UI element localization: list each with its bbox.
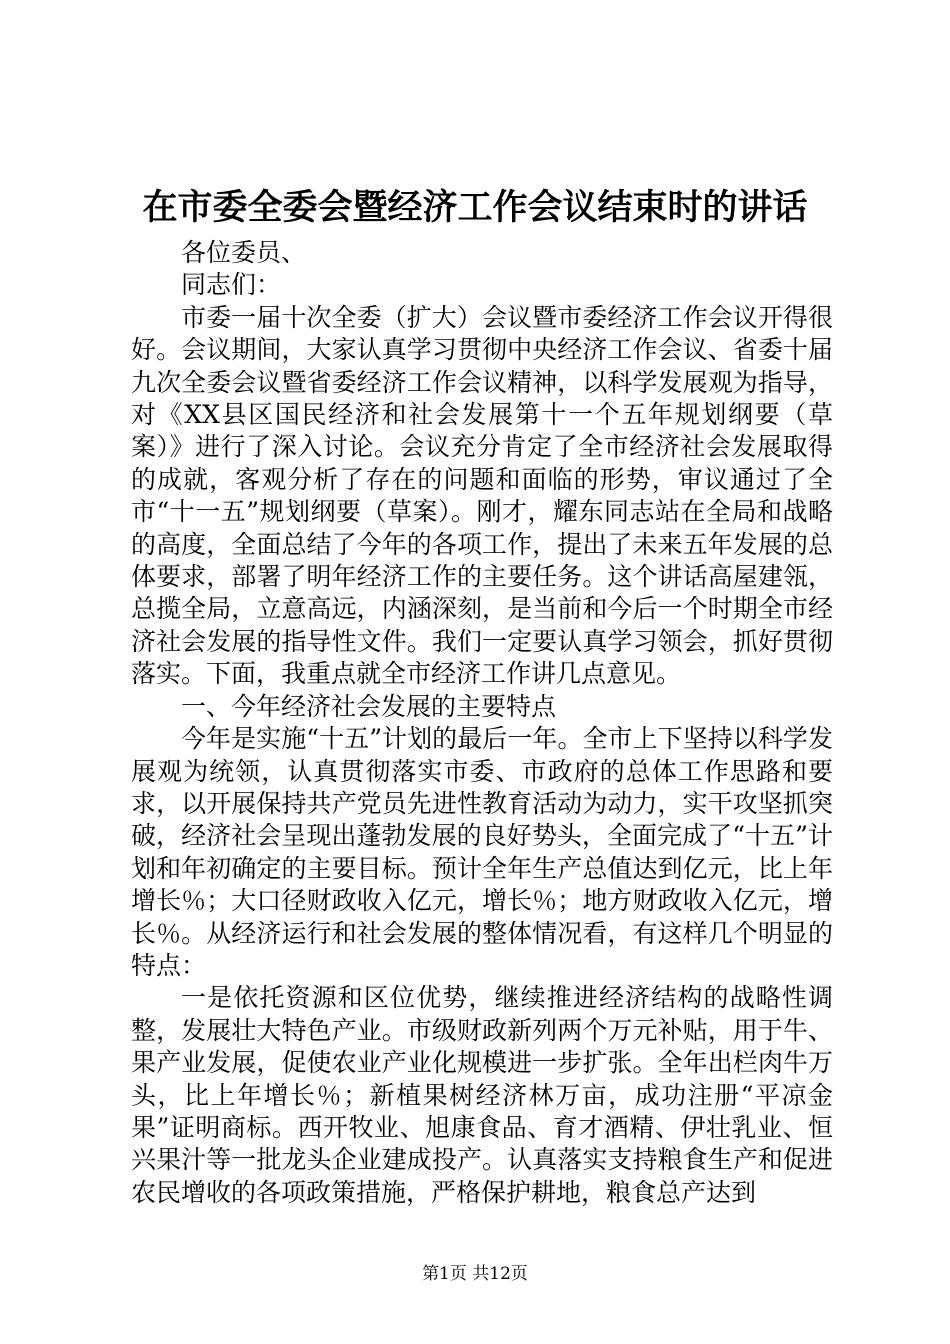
section-heading-1: 一、今年经济社会发展的主要特点 bbox=[181, 691, 557, 721]
document-title: 在市委全委会暨经济工作会议结束时的讲话 bbox=[142, 187, 808, 228]
body-paragraph: 今年是实施“十五”计划的最后一年。全市上下坚持以科学发展观为统领，认真贯彻落实市委、市政府的总体工作思路和要求，以开展保持共产党员先进性教育活动为动力，实干攻坚抓突破，经济社会呈现出蓬勃发展的良好势头，全面完成了“十五”计划和年初确定的主要目标。预计全年生产总值达到亿元，比上年增长％；大口径财政收入亿元，增长％；地方财政收入亿元，增长％。从经济运行和社会发展的整体情况看，有这样几个明显的特点： bbox=[131, 724, 833, 980]
salutation-line-1: 各位委员、 bbox=[181, 238, 307, 267]
body-paragraph: 一是依托资源和区位优势，继续推进经济结构的战略性调整，发展壮大特色产业。市级财政新列两个万元补贴，用于牛、果产业发展，促使农业产业化规模进一步扩张。全年出栏肉牛万头，比上年增长％；新植果树经济林万亩，成功注册“平凉金果”证明商标。西开牧业、旭康食品、育才酒精、伊壮乳业、恒兴果汁等一批龙头企业建成投产。认真落实支持粮食生产和促进农民增收的各项政策措施，严格保护耕地，粮食总产达到 bbox=[131, 983, 833, 1207]
document-body bbox=[131, 237, 833, 1209]
salutation-line-2: 同志们： bbox=[181, 270, 282, 300]
intro-paragraph: 市委一届十次全委（扩大）会议暨市委经济工作会议开得很好。会议期间，大家认真学习贯彻中央经济工作会议、省委十届九次全委会议暨省委经济工作会议精神，以科学发展观为指导，对《XX县区国民经济和社会发展第十一个五年规划纲要（草案）》进行了深入讨论。会议充分肯定了全市经济社会发展取得的成就，客观分析了存在的问题和面临的形势，审议通过了全市“十一五”规划纲要（草案）。刚才，耀东同志站在全局和战略的高度，全面总结了今年的各项工作，提出了未来五年发展的总体要求，部署了明年经济工作的主要任务。这个讲话高屋建瓴，总揽全局，立意高远，内涵深刻，是当前和今后一个时期全市经济社会发展的指导性文件。我们一定要认真学习领会，抓好贯彻落实。下面，我重点就全市经济工作讲几点意见。 bbox=[131, 302, 833, 689]
page-footer: 第1页 共12页 bbox=[422, 1264, 528, 1284]
